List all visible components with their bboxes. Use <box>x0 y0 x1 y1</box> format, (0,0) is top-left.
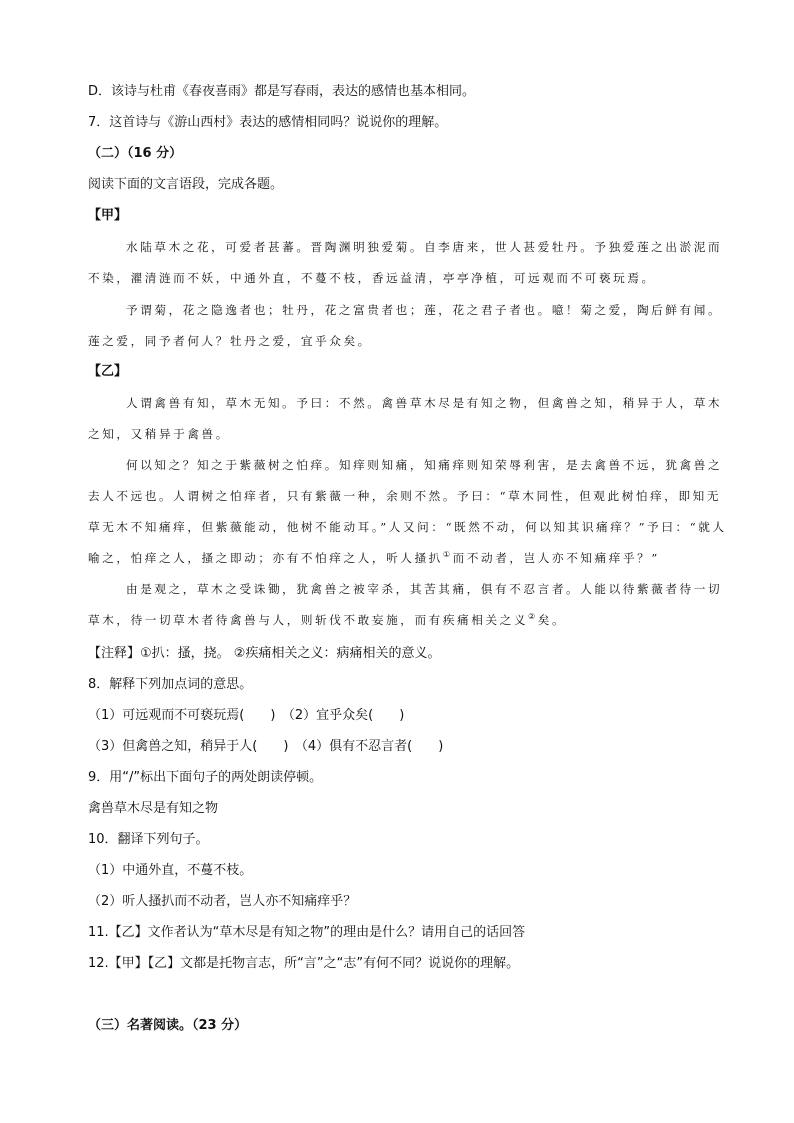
passage-text: 草木，待一切草木者待禽兽与人，则斩伐不敢妄施，而有疾痛相关之义 <box>88 613 529 627</box>
question-8: 8．解释下列加点词的意思。 <box>88 677 253 692</box>
passage-jia-line: 水陆草木之花，可爱者甚蕃。晋陶渊明独爱菊。自李唐来，世人甚爱牡丹。予独爱莲之出淤泥而 <box>126 240 723 254</box>
question-8-items-3-4: （3）但禽兽之知，稍异于人( ) （4）俱有不忍言者( ) <box>88 739 444 754</box>
passage-text: 而不动者，岂人亦不知痛痒乎？” <box>452 551 660 565</box>
passage-jia-label: 【甲】 <box>88 208 128 223</box>
question-7: 7．这首诗与《游山西村》表达的感情相同吗？说说你的理解。 <box>88 115 448 130</box>
passage-yi-line: 人谓禽兽有知，草木无知。予曰：不然。禽兽草木尽是有知之物，但禽兽之知，稍异于人，草木 <box>126 396 723 410</box>
question-9-sentence: 禽兽草木尽是有知之物 <box>88 801 219 816</box>
question-12: 12.【甲】【乙】文都是托物言志，所“言”之“志”有何不同？说说你的理解。 <box>88 956 520 971</box>
passage-yi-line <box>88 610 566 630</box>
passage-text: 喻之，怕痒之人，搔之即动；亦有不怕痒之人，听人搔扒 <box>88 551 443 565</box>
question-8-items-1-2: （1）可远观而不可亵玩焉( ) （2）宜乎众矣( ) <box>88 708 405 723</box>
passage-yi-line: 由是观之，草木之受诛锄，犹禽兽之被宰杀，其苦其痛，俱有不忍言者。人能以待紫薇者待一切 <box>126 582 723 596</box>
section-2-heading: （二）（16 分） <box>88 146 183 161</box>
reading-instruction: 阅读下面的文言语段，完成各题。 <box>88 177 284 192</box>
footnote-marker-2: ② <box>528 612 538 622</box>
passage-yi-line: 草无木不知痛痒，但紫薇能动，他树不能动耳。”人又问：“既然不动，何以知其识痛痒？”予曰：“就人 <box>88 520 727 534</box>
passage-text: 矣。 <box>537 613 567 627</box>
passage-yi-line: 之知，又稍异于禽兽。 <box>88 427 230 441</box>
question-10-item-1: （1）中通外直，不蔓不枝。 <box>88 863 253 878</box>
passage-jia-line: 予谓菊，花之隐逸者也；牡丹，花之富贵者也；莲，花之君子者也。噫！菊之爱，陶后鲜有闻。 <box>126 303 723 317</box>
passage-jia-line: 不染，濯清涟而不妖，中通外直，不蔓不枝，香远益清，亭亭净植，可远观而不可亵玩焉。 <box>88 271 656 285</box>
option-d-line: D．该诗与杜甫《春夜喜雨》都是写春雨，表达的感情也基本相同。 <box>88 84 476 99</box>
question-11: 11.【乙】文作者认为“草木尽是有知之物”的理由是什么？请用自己的话回答 <box>88 925 526 940</box>
footnote-marker-1: ① <box>442 550 453 560</box>
section-3-heading: （三）名著阅读。（23 分） <box>88 1018 248 1033</box>
passage-jia-line: 莲之爱，同予者何人？牡丹之爱，宜乎众矣。 <box>88 334 372 348</box>
passage-yi-line: 何以知之？知之于紫薇树之怕痒。知痒则知痛，知痛痒则知荣辱利害，是去禽兽不远，犹禽兽之 <box>126 458 723 472</box>
passage-yi-label: 【乙】 <box>88 364 128 379</box>
question-10: 10．翻译下列句子。 <box>88 832 209 847</box>
annotation-note: 【注释】①扒：搔，挠。 ②疾痛相关之义：病痛相关的意义。 <box>88 646 441 661</box>
question-10-item-2: （2）听人搔扒而不动者，岂人亦不知痛痒乎？ <box>88 894 357 909</box>
passage-yi-line <box>88 548 660 568</box>
question-9: 9．用“/”标出下面句子的两处朗读停顿。 <box>88 770 323 785</box>
passage-yi-line: 去人不远也。人谓树之怕痒者，只有紫薇一种，余则不然。予曰：“草木同性，但观此树怕痒，即知无 <box>88 489 722 503</box>
